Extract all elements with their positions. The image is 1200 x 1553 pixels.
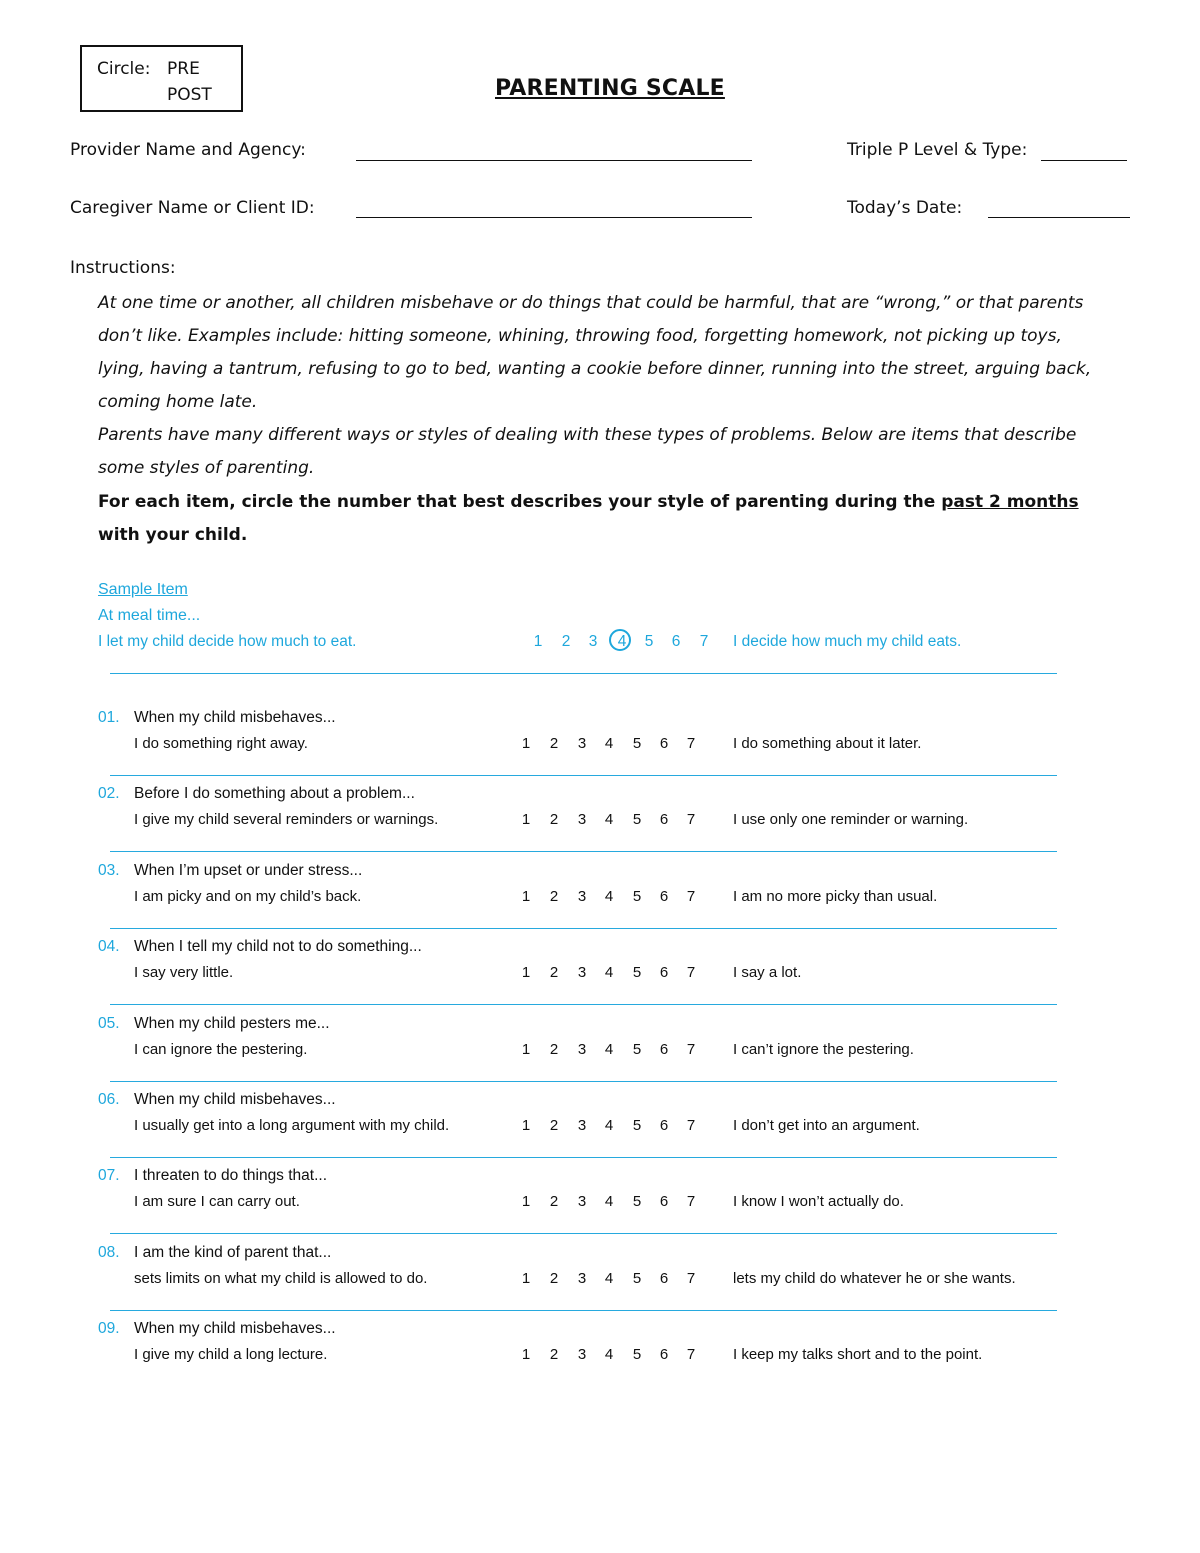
item-stem: I am the kind of parent that... [134, 1244, 332, 1261]
scale-option[interactable]: 2 [549, 811, 559, 828]
sample-scale-option: 6 [671, 633, 681, 650]
item-stem: When my child misbehaves... [134, 1320, 336, 1337]
scale-option[interactable]: 2 [549, 1041, 559, 1058]
scale-option[interactable]: 6 [659, 811, 669, 828]
scale-option[interactable]: 5 [632, 735, 642, 752]
scale-option[interactable]: 7 [686, 811, 696, 828]
level-type-label: Triple P Level & Type: [847, 140, 1028, 160]
item-number: 02. [98, 785, 120, 802]
scale-option[interactable]: 6 [659, 964, 669, 981]
scale-option[interactable]: 1 [521, 1041, 531, 1058]
divider [110, 851, 1057, 852]
sample-scale-option: 7 [699, 633, 709, 650]
scale-option[interactable]: 6 [659, 888, 669, 905]
divider [110, 1310, 1057, 1311]
scale-option[interactable]: 5 [632, 1193, 642, 1210]
scale-option[interactable]: 1 [521, 888, 531, 905]
scale-option[interactable]: 4 [604, 811, 614, 828]
scale-option[interactable]: 5 [632, 1041, 642, 1058]
scale-option[interactable]: 5 [632, 1117, 642, 1134]
date-input-line[interactable] [988, 217, 1130, 218]
scale-option[interactable]: 2 [549, 888, 559, 905]
scale-option[interactable]: 7 [686, 735, 696, 752]
scale-option[interactable]: 2 [549, 1117, 559, 1134]
scale-option[interactable]: 5 [632, 1270, 642, 1287]
item-stem: When I’m upset or under stress... [134, 862, 363, 879]
sample-item-link: Sample Item [98, 581, 188, 598]
scale-option[interactable]: 4 [604, 1270, 614, 1287]
post-option[interactable]: POST [167, 85, 212, 105]
divider [110, 775, 1057, 776]
scale-option[interactable]: 7 [686, 1041, 696, 1058]
provider-label: Provider Name and Agency: [70, 140, 306, 160]
sample-item-left-anchor: I let my child decide how much to eat. [98, 633, 357, 650]
item-number: 08. [98, 1244, 120, 1261]
item-stem: When my child pesters me... [134, 1015, 330, 1032]
scale-option[interactable]: 7 [686, 888, 696, 905]
instructions-heading: Instructions: [70, 258, 176, 278]
item-stem: I threaten to do things that... [134, 1167, 328, 1184]
caregiver-input-line[interactable] [356, 217, 752, 218]
item-right-anchor: I can’t ignore the pestering. [733, 1041, 914, 1058]
divider [110, 1081, 1057, 1082]
scale-option[interactable]: 7 [686, 1270, 696, 1287]
item-stem: When my child misbehaves... [134, 709, 336, 726]
scale-option[interactable]: 5 [632, 964, 642, 981]
item-left-anchor: I say very little. [134, 964, 234, 981]
pre-option[interactable]: PRE [167, 59, 200, 79]
sample-scale-option: 2 [561, 633, 571, 650]
scale-option[interactable]: 2 [549, 1270, 559, 1287]
scale-option[interactable]: 4 [604, 888, 614, 905]
scale-option[interactable]: 7 [686, 1193, 696, 1210]
divider [110, 1004, 1057, 1005]
item-stem: Before I do something about a problem... [134, 785, 415, 802]
scale-option[interactable]: 1 [521, 1193, 531, 1210]
scale-option[interactable]: 5 [632, 1346, 642, 1363]
item-right-anchor: I know I won’t actually do. [733, 1193, 904, 1210]
sample-scale-option: 5 [644, 633, 654, 650]
item-right-anchor: I do something about it later. [733, 735, 922, 752]
item-number: 04. [98, 938, 120, 955]
directive-time-period: past 2 months [941, 492, 1079, 512]
item-right-anchor: I keep my talks short and to the point. [733, 1346, 983, 1363]
divider [110, 1233, 1057, 1234]
scale-option[interactable]: 3 [577, 1270, 587, 1287]
item-right-anchor: I don’t get into an argument. [733, 1117, 920, 1134]
scale-option[interactable]: 1 [521, 1117, 531, 1134]
scale-option[interactable]: 3 [577, 735, 587, 752]
scale-option[interactable]: 4 [604, 1346, 614, 1363]
scale-option[interactable]: 6 [659, 735, 669, 752]
item-number: 06. [98, 1091, 120, 1108]
instructions-directive [98, 486, 1108, 552]
scale-option[interactable]: 6 [659, 1346, 669, 1363]
item-number: 09. [98, 1320, 120, 1337]
scale-option[interactable]: 3 [577, 1346, 587, 1363]
item-left-anchor: I am picky and on my child’s back. [134, 888, 362, 905]
item-number: 05. [98, 1015, 120, 1032]
scale-option[interactable]: 4 [604, 735, 614, 752]
instructions-paragraph-2: Parents have many different ways or styles of dealing with these types of problems. Below are items that describe some styles of parenting. [98, 425, 1077, 478]
scale-option[interactable]: 2 [549, 735, 559, 752]
scale-option[interactable]: 2 [549, 1346, 559, 1363]
item-left-anchor: I give my child several reminders or warnings. [134, 811, 439, 828]
scale-option[interactable]: 1 [521, 964, 531, 981]
date-label: Today’s Date: [847, 198, 963, 218]
item-number: 01. [98, 709, 120, 726]
scale-option[interactable]: 7 [686, 1117, 696, 1134]
item-number: 07. [98, 1167, 120, 1184]
item-left-anchor: I give my child a long lecture. [134, 1346, 328, 1363]
caregiver-label: Caregiver Name or Client ID: [70, 198, 315, 218]
item-right-anchor: I use only one reminder or warning. [733, 811, 969, 828]
item-stem: When my child misbehaves... [134, 1091, 336, 1108]
item-right-anchor: lets my child do whatever he or she wants. [733, 1270, 1016, 1287]
scale-option[interactable]: 6 [659, 1041, 669, 1058]
scale-option[interactable]: 3 [577, 964, 587, 981]
scale-option[interactable]: 7 [686, 964, 696, 981]
scale-option[interactable]: 2 [549, 1193, 559, 1210]
item-right-anchor: I am no more picky than usual. [733, 888, 938, 905]
item-left-anchor: I am sure I can carry out. [134, 1193, 300, 1210]
sample-scale-option: 4 [617, 633, 627, 650]
scale-option[interactable]: 4 [604, 964, 614, 981]
instructions-paragraph-1: At one time or another, all children misbehave or do things that could be harmful, that are “wrong,” or that parents don’t like. Examples include: hitting someone, whining, throwing food, forgetting homework, not picking up toys, lying, having a tantrum, refusing to go to bed, wanting a cookie before dinner, running into the street, arguing back, coming home late. [98, 293, 1092, 412]
scale-option[interactable]: 4 [604, 1117, 614, 1134]
scale-option[interactable]: 3 [577, 811, 587, 828]
scale-option[interactable]: 3 [577, 1117, 587, 1134]
directive-text-before: For each item, circle the number that best describes your style of parenting during the [98, 492, 942, 512]
scale-option[interactable]: 1 [521, 1346, 531, 1363]
sample-scale-option: 1 [533, 633, 543, 650]
divider [110, 673, 1057, 674]
scale-option[interactable]: 3 [577, 1193, 587, 1210]
scale-option[interactable]: 5 [632, 888, 642, 905]
divider [110, 928, 1057, 929]
scale-option[interactable]: 7 [686, 1346, 696, 1363]
instructions-text [98, 287, 1108, 485]
item-left-anchor: sets limits on what my child is allowed to do. [134, 1270, 428, 1287]
scale-option[interactable]: 1 [521, 811, 531, 828]
scale-option[interactable]: 5 [632, 811, 642, 828]
scale-option[interactable]: 1 [521, 735, 531, 752]
directive-text-after: with your child. [98, 525, 248, 545]
page-title: PARENTING SCALE [495, 76, 725, 101]
sample-scale-option: 3 [588, 633, 598, 650]
scale-option[interactable]: 4 [604, 1193, 614, 1210]
scale-option[interactable]: 6 [659, 1270, 669, 1287]
scale-option[interactable]: 1 [521, 1270, 531, 1287]
scale-option[interactable]: 2 [549, 964, 559, 981]
scale-option[interactable]: 4 [604, 1041, 614, 1058]
level-type-input-line[interactable] [1041, 160, 1127, 161]
scale-option[interactable]: 6 [659, 1117, 669, 1134]
scale-option[interactable]: 3 [577, 1041, 587, 1058]
divider [110, 1157, 1057, 1158]
sample-item-stem: At meal time... [98, 607, 201, 624]
item-stem: When I tell my child not to do something... [134, 938, 422, 955]
scale-option[interactable]: 6 [659, 1193, 669, 1210]
scale-option[interactable]: 3 [577, 888, 587, 905]
item-left-anchor: I can ignore the pestering. [134, 1041, 308, 1058]
item-right-anchor: I say a lot. [733, 964, 802, 981]
circle-label: Circle: [97, 59, 151, 79]
provider-input-line[interactable] [356, 160, 752, 161]
item-left-anchor: I usually get into a long argument with my child. [134, 1117, 450, 1134]
sample-item-right-anchor: I decide how much my child eats. [733, 633, 962, 650]
pre-post-box [80, 45, 243, 112]
item-number: 03. [98, 862, 120, 879]
item-left-anchor: I do something right away. [134, 735, 308, 752]
